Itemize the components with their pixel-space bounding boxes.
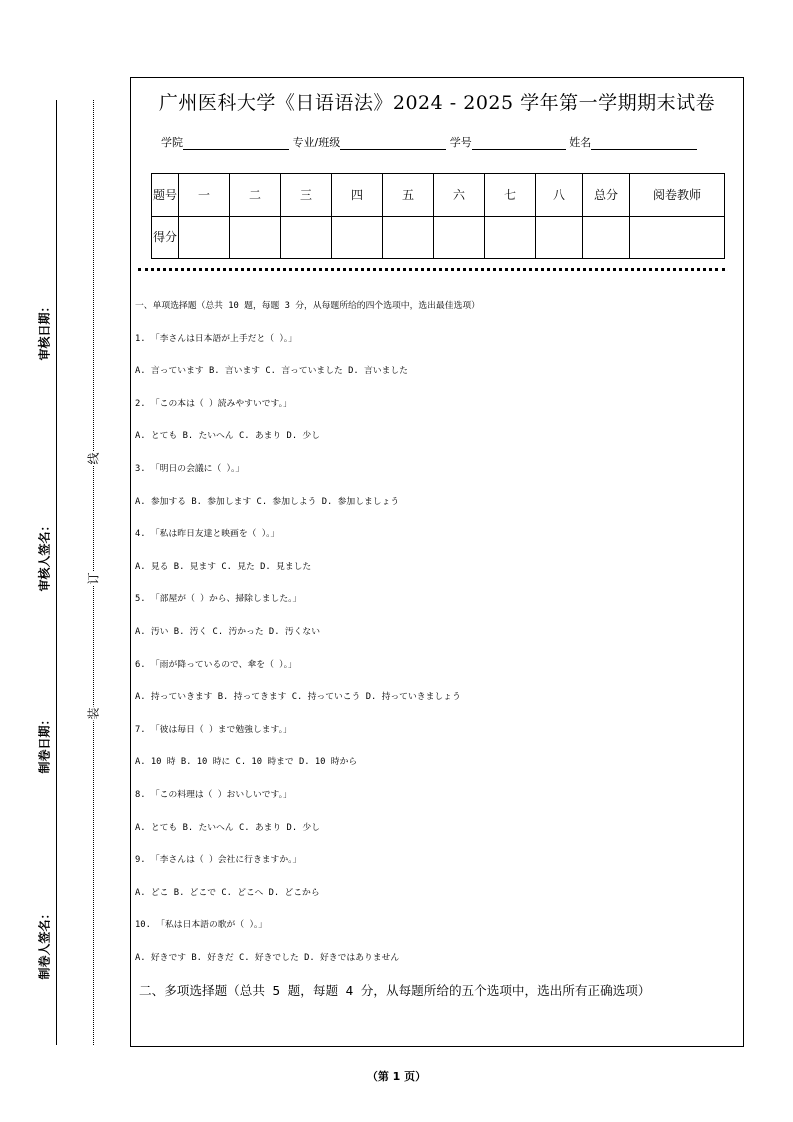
question-7: 7. 「彼は毎日（ ）まで勉強します。」 xyxy=(135,724,292,735)
binding-line-left xyxy=(56,100,57,1045)
score-cell-total[interactable] xyxy=(583,216,630,259)
college-label: 学院 xyxy=(161,136,183,149)
question-5: 5. 「部屋が（ ）から、掃除しました。」 xyxy=(135,594,302,605)
binding-mark-staple: 订 xyxy=(86,572,101,585)
exam-frame xyxy=(130,77,744,1047)
question-10: 10. 「私は日本語の歌が（ ）。」 xyxy=(135,920,268,931)
question-6: 6. 「雨が降っているので、傘を（ ）。」 xyxy=(135,659,297,670)
student-id-field[interactable] xyxy=(472,137,566,150)
question-8-options: A. とても B. たいへん C. あまり D. 少し xyxy=(135,822,321,833)
review-date-label: 审核日期： xyxy=(37,300,52,361)
question-8: 8. 「この料理は（ ）おいしいです。」 xyxy=(135,789,292,800)
section2-heading: 二、多项选择题（总共 5 题，每题 4 分，从每题所给的五个选项中，选出所有正确选项） xyxy=(139,983,651,999)
question-4: 4. 「私は昨日友達と映画を（ ）。」 xyxy=(135,529,280,540)
page-number: （第 1 页） xyxy=(366,1070,427,1083)
student-id-label: 学号 xyxy=(449,136,472,149)
question-1: 1. 「李さんは日本語が上手だと（ ）。」 xyxy=(135,333,297,344)
question-10-options: A. 好きです B. 好きだ C. 好きでした D. 好きではありません xyxy=(135,952,400,963)
question-4-options: A. 見る B. 見ます C. 見た D. 見ました xyxy=(135,561,312,572)
compiler-signature-label: 制卷人签名： xyxy=(37,907,52,980)
question-9-options: A. どこ B. どこで C. どこへ D. どこから xyxy=(135,887,320,898)
question-5-options: A. 汚い B. 汚く C. 汚かった D. 汚くない xyxy=(135,626,321,637)
score-header-4: 四 xyxy=(332,174,383,217)
score-cell-1[interactable] xyxy=(179,216,230,259)
score-cell-2[interactable] xyxy=(230,216,281,259)
question-1-options: A. 言っています B. 言います C. 言っていました D. 言いました xyxy=(135,366,408,377)
question-3-options: A. 参加する B. 参加します C. 参加しよう D. 参加しましょう xyxy=(135,496,400,507)
score-cell-5[interactable] xyxy=(383,216,434,259)
dotted-divider xyxy=(138,268,725,271)
score-table-header-row xyxy=(152,174,725,217)
reviewer-signature-label: 审核人签名： xyxy=(37,519,52,592)
score-table-score-row xyxy=(152,216,725,259)
compile-date-label: 制卷日期： xyxy=(37,713,52,774)
score-header-question-no: 题号 xyxy=(152,174,179,217)
score-cell-3[interactable] xyxy=(281,216,332,259)
exam-title: 广州医科大学《日语语法》2024 - 2025 学年第一学期期末试卷 xyxy=(158,92,716,114)
score-cell-7[interactable] xyxy=(485,216,536,259)
score-cell-4[interactable] xyxy=(332,216,383,259)
score-header-1: 一 xyxy=(179,174,230,217)
question-2: 2. 「この本は（ ）読みやすいです。」 xyxy=(135,398,292,409)
question-2-options: A. とても B. たいへん C. あまり D. 少し xyxy=(135,431,321,442)
score-header-grader: 阅卷教师 xyxy=(630,174,725,217)
question-9: 9. 「李さんは（ ）会社に行きますか。」 xyxy=(135,855,302,866)
major-class-field[interactable] xyxy=(340,137,446,150)
score-cell-8[interactable] xyxy=(536,216,583,259)
score-header-6: 六 xyxy=(434,174,485,217)
score-header-2: 二 xyxy=(230,174,281,217)
score-header-total: 总分 xyxy=(583,174,630,217)
major-class-label: 专业/班级 xyxy=(292,136,341,149)
exam-content xyxy=(135,290,741,1001)
student-info-row xyxy=(161,134,697,150)
name-field[interactable] xyxy=(591,137,697,150)
question-3: 3. 「明日の会議に（ ）。」 xyxy=(135,463,245,474)
binding-mark-line: 线 xyxy=(86,452,101,465)
question-6-options: A. 持っていきます B. 持ってきます C. 持っていこう D. 持っていきましょう xyxy=(135,692,461,703)
name-label: 姓名 xyxy=(569,136,592,149)
binding-mark-bind: 装 xyxy=(86,707,101,720)
question-7-options: A. 10 時 B. 10 時に C. 10 時まで D. 10 時から xyxy=(135,757,358,768)
score-header-5: 五 xyxy=(383,174,434,217)
score-header-3: 三 xyxy=(281,174,332,217)
score-header-8: 八 xyxy=(536,174,583,217)
score-cell-grader[interactable] xyxy=(630,216,725,259)
score-row-label: 得分 xyxy=(152,216,179,259)
score-header-7: 七 xyxy=(485,174,536,217)
score-cell-6[interactable] xyxy=(434,216,485,259)
score-table xyxy=(151,173,725,259)
section1-heading: 一、单项选择题（总共 10 题，每题 3 分，从每题所给的四个选项中，选出最佳选项） xyxy=(135,301,480,311)
college-field[interactable] xyxy=(183,137,289,150)
